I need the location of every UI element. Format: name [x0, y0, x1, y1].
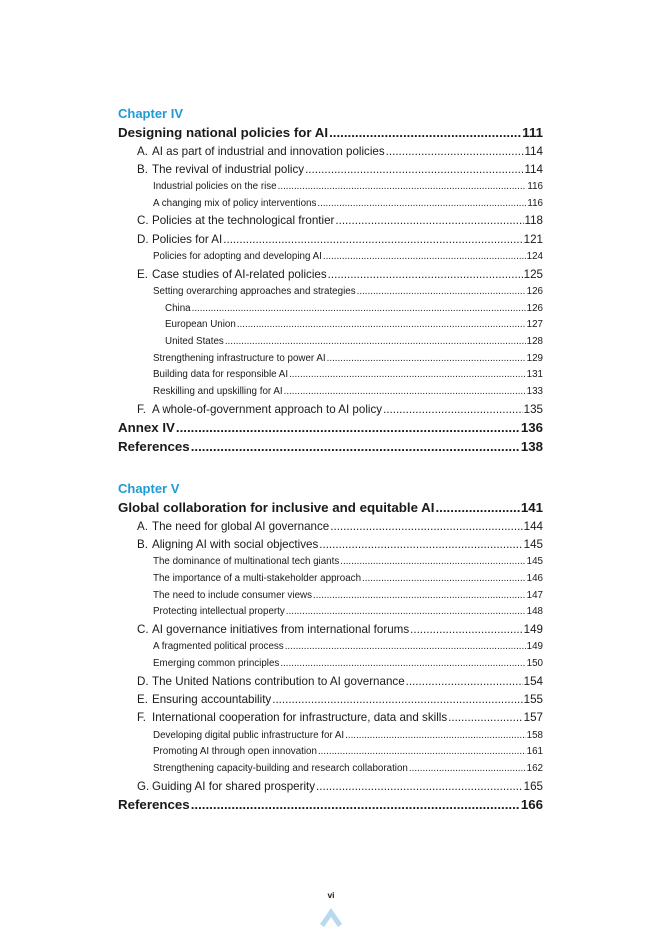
toc-entry-page: 126 — [526, 302, 543, 314]
toc-entry-text: Protecting intellectual property — [153, 606, 285, 618]
dot-leader — [284, 384, 526, 401]
dot-leader — [192, 301, 526, 318]
toc-entry-page: 128 — [526, 336, 543, 348]
toc-entry-page: 124 — [526, 251, 543, 263]
toc-entry-title — [153, 196, 316, 213]
toc-entry-page: 148 — [526, 606, 543, 618]
toc-entry[interactable] — [118, 419, 543, 438]
toc-entry-text: The revival of industrial policy — [152, 162, 305, 176]
toc-entry-letter: A. — [137, 144, 148, 158]
dot-leader — [335, 212, 523, 230]
toc-entry[interactable] — [118, 588, 543, 605]
toc-entry[interactable] — [118, 196, 543, 213]
toc-entry-text: Aligning AI with social objectives — [152, 537, 319, 551]
toc-entry-title — [153, 604, 285, 621]
toc-entry-text: Case studies of AI-related policies — [152, 267, 327, 281]
dot-leader — [327, 351, 526, 368]
toc-entry[interactable] — [118, 351, 543, 368]
dot-leader — [237, 317, 526, 334]
toc-entry[interactable] — [118, 639, 543, 656]
toc-entry-title — [118, 419, 175, 438]
toc-entry-text: Guiding AI for shared prosperity — [152, 779, 316, 793]
toc-entry-title — [165, 301, 191, 318]
toc-entry-letter: B. — [137, 162, 148, 176]
toc-entry[interactable] — [118, 571, 543, 588]
toc-entry-title — [137, 691, 271, 709]
toc-entry-letter: G. — [137, 779, 150, 793]
dot-leader — [272, 691, 522, 709]
toc-entry-page: 165 — [523, 779, 543, 793]
dot-leader — [316, 778, 523, 796]
dot-leader — [435, 499, 519, 518]
toc-entry-title — [137, 161, 304, 179]
page-number: vi — [327, 890, 335, 900]
chapter-section — [118, 479, 543, 814]
toc-entry-page: 144 — [523, 519, 543, 533]
toc-entry-text: References — [118, 438, 190, 454]
toc-entry-page: 154 — [523, 674, 543, 688]
toc-entry-page: 126 — [526, 286, 543, 298]
dot-leader — [319, 536, 522, 554]
toc-entry[interactable] — [118, 301, 543, 318]
toc-entry-text: Reskilling and upskilling for AI — [153, 386, 283, 398]
toc-entry-title — [153, 249, 322, 266]
toc-entry-text: European Union — [165, 319, 236, 331]
toc-entry-page: 121 — [523, 232, 543, 246]
dot-leader — [323, 249, 526, 266]
toc-entry-title — [153, 284, 356, 301]
toc-entry[interactable] — [118, 728, 543, 745]
toc-entry-title — [153, 728, 344, 745]
toc-entry-page: 136 — [520, 420, 543, 436]
dot-leader — [191, 796, 520, 815]
toc-entry-page: 145 — [523, 537, 543, 551]
toc-entry[interactable] — [118, 604, 543, 621]
toc-entry-title — [118, 438, 190, 457]
toc-entry-page: 127 — [526, 319, 543, 331]
toc-entry-title — [153, 179, 277, 196]
dot-leader — [330, 518, 522, 536]
toc-entry[interactable] — [118, 761, 543, 778]
chapter-spacer — [118, 456, 543, 479]
dot-leader — [386, 143, 524, 161]
toc-entry-text: Global collaboration for inclusive and equitable AI — [118, 500, 435, 516]
chapter-section — [118, 104, 543, 456]
toc-entry-page: 138 — [520, 438, 543, 454]
toc-entry[interactable] — [118, 691, 543, 709]
toc-entry-text: Annex IV — [118, 420, 175, 436]
toc-entry-title — [137, 778, 315, 796]
toc-entry-page: 114 — [524, 162, 543, 176]
toc-entry-title — [137, 518, 329, 536]
toc-entry[interactable] — [118, 796, 543, 815]
dot-leader — [329, 124, 521, 143]
toc-entry[interactable] — [118, 334, 543, 351]
toc-entry-title — [153, 744, 317, 761]
toc-entry-page: 116 — [527, 197, 543, 209]
toc-entry-page: 155 — [523, 692, 543, 706]
toc-entry-text: China — [165, 302, 191, 314]
toc-entry-text: Setting overarching approaches and strategies — [153, 286, 356, 298]
toc-entry-page: 158 — [526, 729, 543, 741]
toc-entry-page: 116 — [527, 181, 543, 193]
toc-entry-page: 145 — [526, 556, 543, 568]
toc-entry-text: Policies for AI — [152, 232, 223, 246]
dot-leader — [406, 673, 523, 691]
dot-leader — [280, 656, 525, 673]
toc-entry-page: 141 — [520, 500, 543, 516]
dot-leader — [448, 709, 522, 727]
toc-entry-page: 150 — [526, 657, 543, 669]
toc-entry-title — [153, 588, 312, 605]
toc-entry-title — [137, 621, 409, 639]
toc-entry-text: A changing mix of policy interventions — [153, 197, 317, 209]
dot-leader — [286, 604, 526, 621]
dot-leader — [409, 761, 526, 778]
toc-entry-letter: C. — [137, 214, 149, 228]
toc-entry-page: 162 — [526, 762, 543, 774]
toc-entry-title — [137, 536, 318, 554]
toc-entry-text: Building data for responsible AI — [153, 369, 289, 381]
toc-entry-title — [137, 673, 405, 691]
dot-leader — [317, 196, 526, 213]
toc-entry-text: Strengthening infrastructure to power AI — [153, 352, 326, 364]
toc-entry-title — [153, 367, 288, 384]
table-of-contents — [118, 104, 543, 814]
toc-entry-page: 118 — [524, 214, 543, 228]
toc-entry-text: Designing national policies for AI — [118, 125, 329, 140]
toc-entry-text: AI governance initiatives from international forums — [152, 623, 410, 636]
toc-entry[interactable] — [118, 673, 543, 691]
dot-leader — [278, 179, 527, 196]
toc-entry[interactable] — [118, 518, 543, 536]
toc-entry-text: The need to include consumer views — [153, 589, 313, 601]
toc-entry[interactable] — [118, 536, 543, 554]
toc-entry-page: 161 — [526, 746, 543, 758]
dot-leader — [345, 728, 526, 745]
toc-entry-title — [118, 124, 328, 143]
toc-entry-page: 147 — [526, 589, 543, 601]
toc-entry-letter: F. — [137, 402, 147, 416]
toc-entry[interactable] — [118, 212, 543, 230]
toc-entry-title — [165, 334, 224, 351]
toc-entry-title — [153, 384, 283, 401]
toc-entry-text: A fragmented political process — [153, 641, 284, 653]
toc-entry-page: 149 — [526, 641, 543, 653]
toc-entry-title — [137, 401, 382, 419]
dot-leader — [328, 266, 523, 284]
toc-entry[interactable] — [118, 499, 543, 518]
dot-leader — [318, 744, 526, 761]
toc-entry-text: A whole-of-government approach to AI policy — [152, 402, 383, 416]
toc-entry-text: International cooperation for infrastructure, data and skills — [152, 711, 448, 725]
toc-entry-page: 131 — [526, 369, 543, 381]
dot-leader — [410, 621, 523, 639]
dot-leader — [176, 419, 520, 438]
toc-entry-letter: E. — [137, 692, 148, 706]
toc-entry-page: 149 — [523, 623, 543, 636]
toc-entry-text: Policies at the technological frontier — [152, 214, 335, 228]
toc-entry-title — [153, 761, 408, 778]
toc-entry-title — [137, 212, 334, 230]
toc-entry[interactable] — [118, 778, 543, 796]
toc-entry-text: The United Nations contribution to AI governance — [152, 674, 405, 688]
toc-entry-letter: C. — [137, 623, 149, 636]
toc-entry-title — [153, 554, 339, 571]
toc-entry-letter: D. — [137, 674, 149, 688]
toc-entry-text: United States — [165, 336, 224, 348]
toc-entry[interactable] — [118, 438, 543, 457]
dot-leader — [313, 588, 526, 605]
toc-entry-page: 166 — [520, 796, 543, 812]
toc-entry-title — [118, 499, 434, 518]
dot-leader — [305, 161, 523, 179]
toc-entry-text: The need for global AI governance — [152, 519, 330, 533]
toc-entry-title — [153, 571, 361, 588]
dot-leader — [223, 231, 522, 249]
up-chevron-icon[interactable] — [319, 906, 343, 928]
toc-entry-text: Promoting AI through open innovation — [153, 746, 317, 758]
toc-entry-letter: A. — [137, 519, 148, 533]
toc-entry-title — [137, 143, 385, 161]
toc-entry-text: The dominance of multinational tech giants — [153, 556, 340, 568]
toc-entry[interactable] — [118, 249, 543, 266]
toc-entry-title — [137, 231, 222, 249]
dot-leader — [289, 367, 526, 384]
chapter-label: Chapter V — [118, 481, 180, 497]
toc-entry-letter: E. — [137, 267, 148, 281]
toc-entry[interactable] — [118, 231, 543, 249]
toc-entry[interactable] — [118, 554, 543, 571]
toc-entry-page: 114 — [524, 144, 543, 158]
dot-leader — [191, 438, 520, 457]
toc-entry[interactable] — [118, 709, 543, 727]
toc-entry-letter: D. — [137, 232, 149, 246]
toc-entry[interactable] — [118, 143, 543, 161]
toc-entry[interactable] — [118, 179, 543, 196]
toc-entry-title — [137, 266, 327, 284]
toc-entry[interactable] — [118, 161, 543, 179]
toc-entry-letter: B. — [137, 537, 148, 551]
dot-leader — [362, 571, 526, 588]
toc-entry-title — [118, 796, 190, 815]
toc-entry-text: Strengthening capacity-building and research collaboration — [153, 762, 408, 774]
toc-entry[interactable] — [118, 621, 543, 639]
toc-entry[interactable] — [118, 744, 543, 761]
toc-entry-title — [153, 351, 326, 368]
toc-entry[interactable] — [118, 656, 543, 673]
dot-leader — [225, 334, 526, 351]
toc-entry-text: Policies for adopting and developing AI — [153, 251, 322, 263]
toc-entry-page: 111 — [522, 125, 543, 140]
toc-entry-text: Emerging common principles — [153, 657, 280, 669]
toc-entry-title — [137, 709, 447, 727]
dot-leader — [285, 639, 526, 656]
toc-entry-page: 135 — [523, 402, 543, 416]
toc-entry-text: The importance of a multi-stakeholder approach — [153, 572, 362, 584]
toc-entry-page: 133 — [526, 386, 543, 398]
dot-leader — [383, 401, 523, 419]
toc-entry-page: 157 — [523, 711, 543, 725]
toc-entry-page: 125 — [523, 267, 543, 281]
dot-leader — [340, 554, 525, 571]
dot-leader — [357, 284, 526, 301]
toc-entry[interactable] — [118, 317, 543, 334]
toc-entry-letter: F. — [137, 711, 147, 725]
toc-entry-text: Ensuring accountability — [152, 692, 272, 706]
toc-entry[interactable] — [118, 124, 543, 143]
toc-entry-text: References — [118, 796, 190, 812]
toc-entry-page: 146 — [526, 572, 543, 584]
toc-entry-page: 129 — [526, 352, 543, 364]
toc-entry-text: Developing digital public infrastructure for AI — [153, 729, 345, 741]
toc-entry[interactable] — [118, 401, 543, 419]
toc-entry[interactable] — [118, 367, 543, 384]
toc-entry-text: Industrial policies on the rise — [153, 181, 277, 193]
toc-entry[interactable] — [118, 266, 543, 284]
toc-entry[interactable] — [118, 384, 543, 401]
chapter-label: Chapter IV — [118, 106, 184, 121]
toc-entry-title — [153, 656, 279, 673]
toc-entry-text: AI as part of industrial and innovation policies — [152, 144, 385, 158]
toc-entry-title — [165, 317, 236, 334]
toc-entry[interactable] — [118, 284, 543, 301]
toc-entry-title — [153, 639, 284, 656]
